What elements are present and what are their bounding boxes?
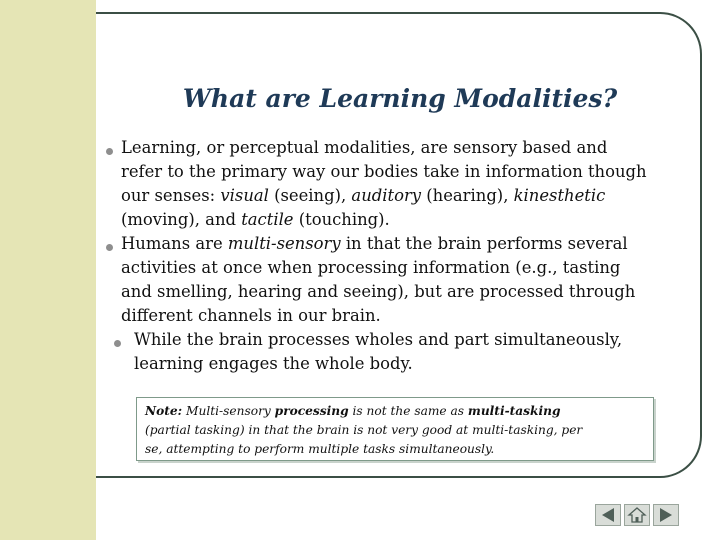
text-run: in that the brain performs several [340,234,628,253]
text-line [145,402,645,421]
text-line [121,136,647,160]
text-run: visual [220,186,269,205]
text-line [134,328,622,352]
text-run: (hearing), [421,186,514,205]
text-line [134,352,622,376]
note-box [136,397,654,461]
text-line [121,184,647,208]
text-run: and smelling, hearing and seeing), but are processed through [121,282,636,301]
text-run: (seeing), [268,186,352,205]
text-line [121,208,647,232]
text-run: kinesthetic [513,186,606,205]
text-run: Note: [145,404,183,418]
text-run: (moving), and [121,210,242,229]
bullet-icon [106,148,113,155]
home-button[interactable] [624,504,650,526]
text-line [121,256,635,280]
bullet-text [134,328,622,376]
text-run: Multi-sensory [182,404,275,418]
text-line [121,280,635,304]
text-run: multi-sensory [227,234,341,253]
text-run: different channels in our brain. [121,306,381,325]
text-run: processing [274,404,349,418]
bullet-icon [114,340,121,347]
previous-slide-button[interactable] [595,504,621,526]
slide-title: What are Learning Modalities? [182,84,618,113]
text-line [121,160,647,184]
bullet-text [121,232,635,328]
triangle-left-icon [596,505,620,525]
text-run: is not the same as [348,404,468,418]
text-run: Humans are [121,234,228,253]
text-run: our senses: [121,186,221,205]
text-run: auditory [351,186,422,205]
text-run: tactile [241,210,294,229]
text-run: Learning, or perceptual modalities, are sensory based and [121,138,608,157]
sidebar-accent [0,0,96,540]
bullet-icon [106,244,113,251]
text-run: (touching). [293,210,390,229]
text-run: learning engages the whole body. [134,354,413,373]
text-line [121,304,635,328]
home-icon [625,505,649,525]
next-slide-button[interactable] [653,504,679,526]
text-line [121,232,635,256]
text-run: activities at once when processing information (e.g., tasting [121,258,621,277]
text-run: multi-tasking [467,404,561,418]
text-run: While the brain processes wholes and part simultaneously, [134,330,623,349]
text-line [145,440,645,459]
bullet-text [121,136,647,232]
triangle-right-icon [654,505,678,525]
text-line [145,421,645,440]
text-run: (partial tasking) in that the brain is not very good at multi-tasking, per [145,423,583,437]
text-run: se, attempting to perform multiple tasks simultaneously. [145,442,495,456]
text-run: refer to the primary way our bodies take in information though [121,162,647,181]
